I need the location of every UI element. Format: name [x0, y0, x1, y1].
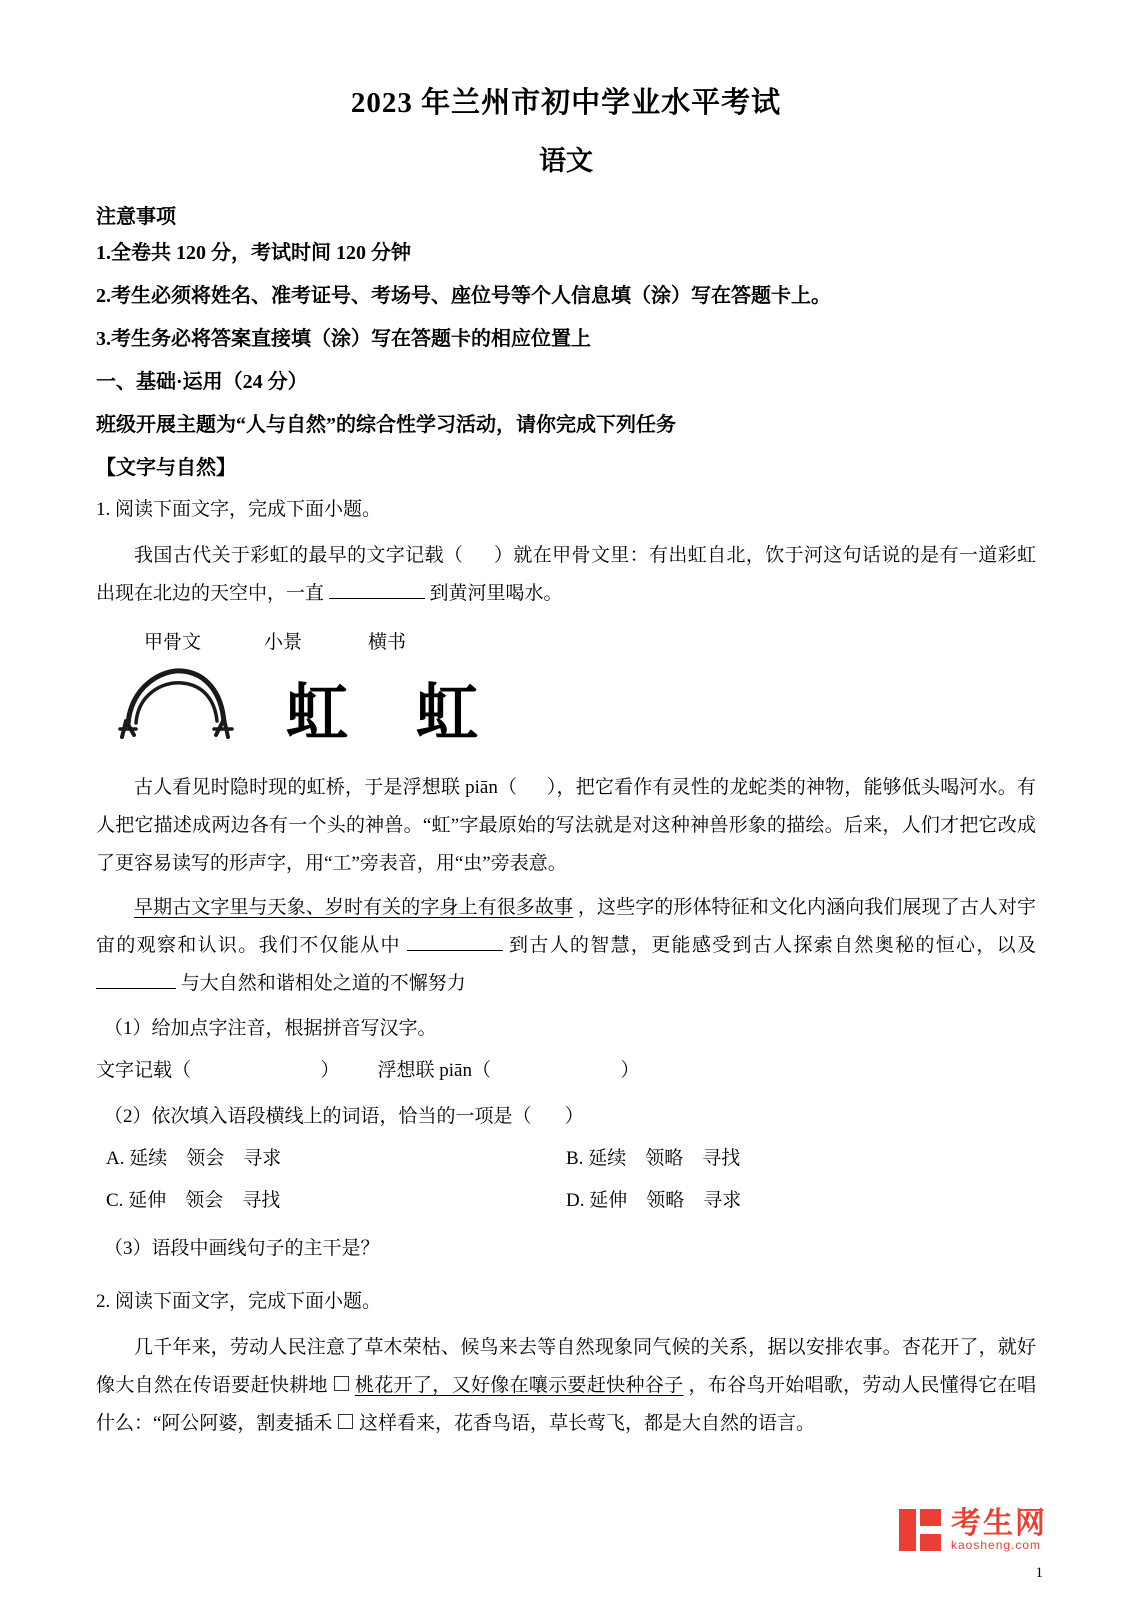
q1-p3-part-c: 与大自然和谐相处之道的不懈努力 — [180, 973, 466, 995]
option-d-text: 延伸 领略 寻求 — [589, 1190, 742, 1212]
q1-sub2-text: （2）依次填入语段横线上的词语，恰当的一项是（ — [104, 1106, 532, 1128]
q2-part-a: 几千年来，劳动人民注意了草木荣枯、候鸟来去等自然现象同气候的关系，据以安排农事。杏花开了，就好像大自然在传语要赶快耕地 — [96, 1337, 1036, 1397]
glyph-label-2: 小景 — [264, 632, 303, 654]
fill-label-1-end: ） — [320, 1060, 340, 1082]
q1-p1-part-c: 到黄河里喝水。 — [429, 583, 563, 605]
glyph-label-3: 横书 — [368, 632, 407, 654]
section-heading: 一、基础·运用（24 分） — [96, 371, 308, 393]
subject-title: 语文 — [539, 146, 593, 176]
q1-p1-fill-blank — [329, 598, 425, 599]
empty-box-placeholder-2 — [338, 1414, 353, 1429]
glyph-image-row — [96, 663, 1036, 755]
q1-p3-underlined-clause: 早期古文字里与天象、岁时有关的字身上有很多故事 — [134, 897, 574, 919]
watermark-name-cn: 考生网 — [951, 1506, 1047, 1540]
q2-part-b: ，布谷鸟开始唱歌，劳动人民懂得它在唱什么：“阿公阿婆，割麦插禾 — [96, 1375, 1036, 1435]
watermark-mark-icon — [899, 1509, 941, 1551]
page-title: 2023 年兰州市初中学业水平考试 — [350, 87, 782, 119]
option-a-key: A. — [106, 1148, 125, 1170]
fill-label-2: 浮想联 piān（ — [377, 1060, 491, 1082]
q1-p1-blank-paren — [468, 545, 488, 566]
empty-box-placeholder-1 — [334, 1376, 349, 1391]
watermark-logo — [899, 1508, 1047, 1552]
q1-p2-part-a: 古人看见时隐时现的虹桥，于是浮想联 piān（ — [134, 777, 518, 799]
option-c-text: 延伸 领会 寻找 — [128, 1190, 281, 1212]
fill-label-1: 文字记载（ — [96, 1060, 192, 1082]
notice-item-3: 3.考生务必将答案直接填（涂）写在答题卡的相应位置上 — [96, 328, 591, 350]
question-1-sub-1: （1）给加点字注音，根据拼音写汉字。 — [104, 1018, 437, 1040]
question-2-stem: 2. 阅读下面文字，完成下面小题。 — [96, 1290, 382, 1312]
regular-script-rainbow-glyph: 虹 — [416, 680, 479, 749]
option-a-text: 延续 领会 寻求 — [129, 1148, 282, 1170]
q1-p2-part-b: ），把它看作有灵性的龙蛇类的神物，能够低头喝河水。有人把它描述成两边各有一个头的神兽。“虹”字最原始的写法就是对这种神兽形象的描绘。后来，人们才把它改成了更容易读写的形声字，用“工”旁表音，用“虫”旁表意。 — [96, 777, 1036, 875]
option-a[interactable] — [106, 1139, 281, 1179]
question-1-paragraph-3 — [96, 889, 1036, 1003]
notice-item-1: 1.全卷共 120 分，考试时间 120 分钟 — [96, 242, 411, 264]
option-row-ab — [96, 1139, 1036, 1181]
notice-item-2: 2.考生必须将姓名、准考证号、考场号、座位号等个人信息填（涂）写在答题卡上。 — [96, 285, 831, 307]
oracle-bone-rainbow-glyph-image — [116, 663, 236, 748]
section-bracket-title: 【文字与自然】 — [96, 457, 236, 479]
q1-sub2-answer-space[interactable] — [536, 1106, 560, 1127]
seal-script-rainbow-glyph: 虹 — [286, 676, 349, 750]
question-2-paragraph — [96, 1329, 1036, 1443]
question-1-paragraph-1 — [96, 537, 1036, 613]
question-1-sub-3: （3）语段中画线句子的主干是？ — [104, 1238, 380, 1260]
option-b-key: B. — [566, 1148, 584, 1170]
q1-p3-fill-blank-1 — [407, 950, 503, 951]
page-content — [96, 80, 1036, 1449]
glyph-label-1: 甲骨文 — [144, 632, 202, 654]
q1-p3-fill-blank-2 — [96, 988, 176, 989]
notice-heading: 注意事项 — [96, 206, 176, 228]
q1-p1-part-b: ）就在甲骨文里：有出虹自北，饮于河这句话说的是有一道彩虹出现在北边的天空中，一直 — [96, 545, 1036, 605]
page-number: 1 — [1035, 1565, 1043, 1581]
q1-p2-blank-paren — [522, 777, 542, 798]
q1-p3-part-a: ，这些字的形体特征和文化内涵向我们展现了古人对宇宙的观察和认识。我们不仅能从中 — [96, 897, 1036, 957]
watermark-text — [951, 1508, 1047, 1552]
option-b-text: 延续 领略 寻找 — [588, 1148, 741, 1170]
q1-p3-part-b: 到古人的智慧，更能感受到古人探索自然奥秘的恒心，以及 — [508, 935, 1036, 957]
option-b[interactable] — [566, 1139, 740, 1179]
option-c-key: C. — [106, 1190, 124, 1212]
option-d-key: D. — [566, 1190, 585, 1212]
q2-underlined-clause: 桃花开了，又好像在嚷示要赶快种谷子 — [355, 1375, 684, 1397]
q2-part-c: 这样看来，花香鸟语，草长莺飞，都是大自然的语言。 — [358, 1413, 815, 1435]
q1-p1-part-a: 我国古代关于彩虹的最早的文字记载（ — [134, 545, 464, 567]
question-1-fill-row — [96, 1051, 1036, 1091]
question-1-sub-2 — [96, 1097, 1036, 1137]
question-1-stem: 1. 阅读下面文字，完成下面小题。 — [96, 499, 382, 520]
option-d[interactable] — [566, 1181, 741, 1221]
fill-label-2-end: ） — [620, 1060, 640, 1082]
q1-sub2-text-end: ） — [564, 1106, 584, 1128]
section-activity: 班级开展主题为“人与自然”的综合性学习活动，请你完成下列任务 — [96, 414, 676, 436]
watermark-name-en: kaosheng.com — [951, 1538, 1042, 1553]
question-1-paragraph-2 — [96, 769, 1036, 883]
option-c[interactable] — [106, 1181, 280, 1221]
option-row-cd — [96, 1181, 1036, 1223]
glyph-label-row — [96, 627, 1036, 661]
